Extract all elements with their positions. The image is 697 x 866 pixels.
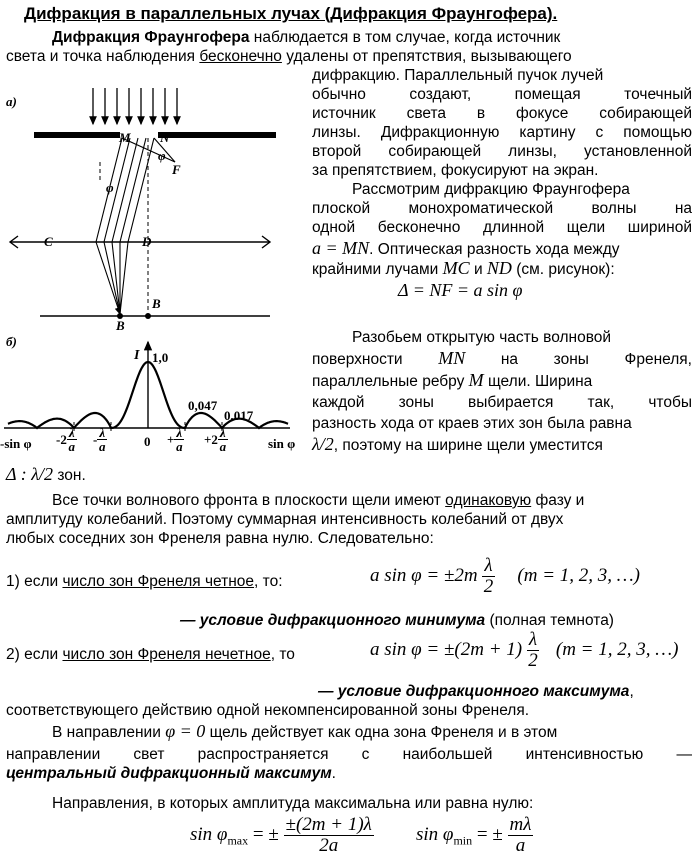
tick-fraction [67, 426, 77, 453]
cond2-line2: соответствующего действию одной некомпенсированной зоны Френеля. [6, 702, 530, 719]
tick-num: λ [176, 425, 183, 440]
frac-num: mλ [509, 814, 532, 835]
frac-num: ±(2m + 1)λ [285, 814, 372, 835]
zones-text: щели. Ширина [483, 373, 593, 390]
sin-phi: sin φ [190, 823, 228, 845]
pos-sin-label: sin φ [268, 436, 296, 451]
sub-min: min [453, 833, 473, 848]
cond1-result [180, 611, 614, 630]
frac-den: 2 [528, 650, 538, 671]
frac-den: a [515, 835, 526, 856]
intro-underlined: бесконечно [199, 48, 282, 65]
tick-fraction [97, 426, 107, 453]
sin-min-formula [416, 815, 533, 856]
intro-right-line: за препятствием, фокусируют на экран. [312, 162, 599, 179]
min-condition-title: — условие дифракционного минимума [180, 612, 486, 629]
tick-fraction [174, 426, 184, 453]
page-title: Дифракция в параллельных лучах (Дифракция Фраунгофера). [24, 4, 558, 23]
intro-term: Дифракция Фраунгофера [52, 29, 250, 46]
central-line: направлении свет распространяется с наибольшей интенсивностью — [6, 746, 692, 763]
phi-zero: φ = 0 [165, 721, 206, 741]
point-d-label: D [142, 234, 152, 249]
min-fraction [508, 815, 534, 856]
frac-den: 2 [483, 576, 494, 597]
central-text: В направлении [52, 724, 166, 741]
angle-phi-label: φ [106, 180, 114, 195]
maximum-formula [370, 630, 678, 671]
first-side-max-value: 0,047 [188, 398, 218, 413]
point-f-label: F [172, 162, 181, 177]
center-point [145, 313, 151, 319]
point-c-label: C [44, 234, 53, 249]
zones-line: каждой зоны выбирается так, чтобы [312, 394, 692, 411]
max-fraction [284, 815, 374, 856]
tick-fraction [218, 426, 228, 453]
figure-b-label: б) [6, 334, 17, 349]
directions-text: Направления, в которых амплитуда максимальна или равна нулю: [52, 795, 534, 812]
tick-den: a [176, 439, 183, 454]
cond2-text: , то [270, 646, 295, 663]
tick-den: a [98, 439, 106, 454]
intro-right-block [312, 66, 692, 180]
intro-right-line: источник света в фокусе собирающей [312, 105, 692, 122]
cond2-label [6, 645, 295, 664]
zones-line: разность хода от краев этих зон была равна [312, 415, 632, 432]
zones-text: на зоны Френеля, [465, 351, 692, 368]
central-text: щель действует как одна зона Френеля и в этом [205, 724, 558, 741]
point-n-label: N [160, 130, 170, 145]
consider-line: Рассмотрим дифракцию Фраунгофера [352, 181, 630, 198]
cond2-text: , [629, 683, 634, 700]
cond1-label [6, 572, 283, 591]
path-difference-formula: Δ = NF = a sin φ [398, 280, 523, 300]
phase-line: любых соседних зон Френеля равна нулю. Следовательно: [6, 530, 434, 547]
zones-text: поверхности [312, 351, 439, 368]
ray-nd: ND [486, 258, 512, 278]
zero-label: 0 [144, 434, 151, 449]
max-lhs: a sin φ = ±(2m + 1) [370, 638, 523, 660]
central-max-title: центральный дифракционный максимум [6, 765, 332, 782]
half-lambda-fraction [527, 630, 539, 671]
tick-sign: - [93, 432, 98, 447]
intro-right-line: линзы. Дифракционную картину с помощью [312, 124, 692, 141]
angle-phi-label: φ [158, 148, 166, 163]
zones-text: , поэтому на ширине щели уместится [333, 437, 603, 454]
phase-text: Все точки волнового фронта в плоскости щели имеют [52, 492, 446, 509]
central-text: . [331, 765, 336, 782]
tick-label [204, 426, 228, 453]
min-lhs: a sin φ = ±2m [370, 564, 478, 586]
tick-num: λ [68, 425, 75, 440]
sin-max-formula [190, 815, 374, 856]
second-side-max-value: 0,017 [224, 408, 254, 423]
consider-text: (см. рисунок): [511, 261, 615, 278]
intro-text: наблюдается в том случае, когда источник [249, 29, 561, 46]
intro-line-1 [52, 28, 692, 47]
consider-line: плоской монохроматической волны на [312, 200, 692, 217]
consider-line: одной бесконечно длинной щели шириной [312, 219, 692, 236]
point-b-label: B [116, 318, 125, 333]
cond2-underlined: число зон Френеля нечетное [62, 646, 271, 663]
cond1-underlined: число зон Френеля четное [62, 573, 255, 590]
phase-underlined: одинаковую [445, 492, 532, 509]
cond2-text: 2) если [6, 646, 63, 663]
figure-a-label: а) [6, 94, 17, 109]
m-values: (m = 1, 2, 3, …) [555, 638, 679, 660]
incoming-rays [93, 88, 177, 124]
zones-m: M [468, 370, 484, 390]
intro-right-line: второй собирающей линзы, установленной [312, 143, 692, 160]
max-condition-title: — условие дифракционного максимума [318, 683, 630, 700]
tick-sign: -2 [56, 432, 67, 447]
consider-text: и [469, 261, 487, 278]
slit-width-formula: a = MN [312, 238, 370, 258]
zones-mn: MN [438, 348, 466, 368]
cond1-text: , то: [254, 573, 283, 590]
zones-text: зон. [53, 467, 86, 484]
tick-num: λ [99, 425, 106, 440]
frac-num: λ [484, 555, 493, 576]
cond1-text: (полная темнота) [485, 612, 614, 629]
point-b-label: B [152, 296, 161, 311]
consider-block [312, 180, 692, 300]
zones-text: параллельные ребру [312, 373, 469, 390]
zones-block [312, 328, 692, 455]
tick-label [93, 426, 107, 453]
zones-half-lambda: λ/2 [312, 434, 334, 454]
tick-label [167, 426, 184, 453]
slit-screen [34, 132, 276, 138]
half-lambda-fraction [482, 556, 494, 597]
equals: = ± [248, 823, 279, 845]
frac-den: 2a [319, 835, 339, 856]
tick-sign: + [167, 432, 175, 447]
cond2-result [318, 682, 634, 701]
sub-max: max [227, 833, 249, 848]
intro-text: удалены от препятствия, вызывающего [281, 48, 572, 65]
intro-text: света и точка наблюдения [6, 48, 200, 65]
m-values: (m = 1, 2, 3, …) [517, 564, 640, 586]
consider-text: крайними лучами [312, 261, 443, 278]
minimum-formula [370, 556, 640, 597]
frac-num: λ [528, 629, 538, 650]
consider-text: . Оптическая разность хода между [369, 241, 620, 258]
phase-block [6, 491, 692, 548]
intensity-label: I [134, 348, 140, 363]
tick-sign: +2 [204, 432, 218, 447]
tick-den: a [219, 439, 227, 454]
point-m-label: M [119, 130, 131, 145]
zones-count-formula: Δ : λ/2 [6, 464, 54, 484]
peak-value: 1,0 [152, 350, 169, 365]
zones-count-line [6, 465, 86, 485]
cond1-text: 1) если [6, 573, 63, 590]
intro-right-line: дифракцию. Параллельный пучок лучей [312, 67, 604, 84]
intro-line-2 [6, 47, 692, 66]
tick-label [56, 426, 77, 453]
tick-den: a [68, 439, 75, 454]
equals: = ± [472, 823, 503, 845]
zones-line: Разобьем открытую часть волновой [352, 329, 612, 346]
phase-line: амплитуду колебаний. Поэтому суммарная интенсивность колебаний от двух [6, 511, 564, 528]
neg-sin-label: -sin φ [0, 436, 32, 451]
intro-right-line: обычно создают, помещая точечный [312, 86, 692, 103]
central-block [6, 722, 692, 783]
tick-num: λ [219, 425, 226, 440]
sin-phi: sin φ [416, 823, 454, 845]
ray-mc: MC [442, 258, 470, 278]
phase-text: фазу и [531, 492, 585, 509]
